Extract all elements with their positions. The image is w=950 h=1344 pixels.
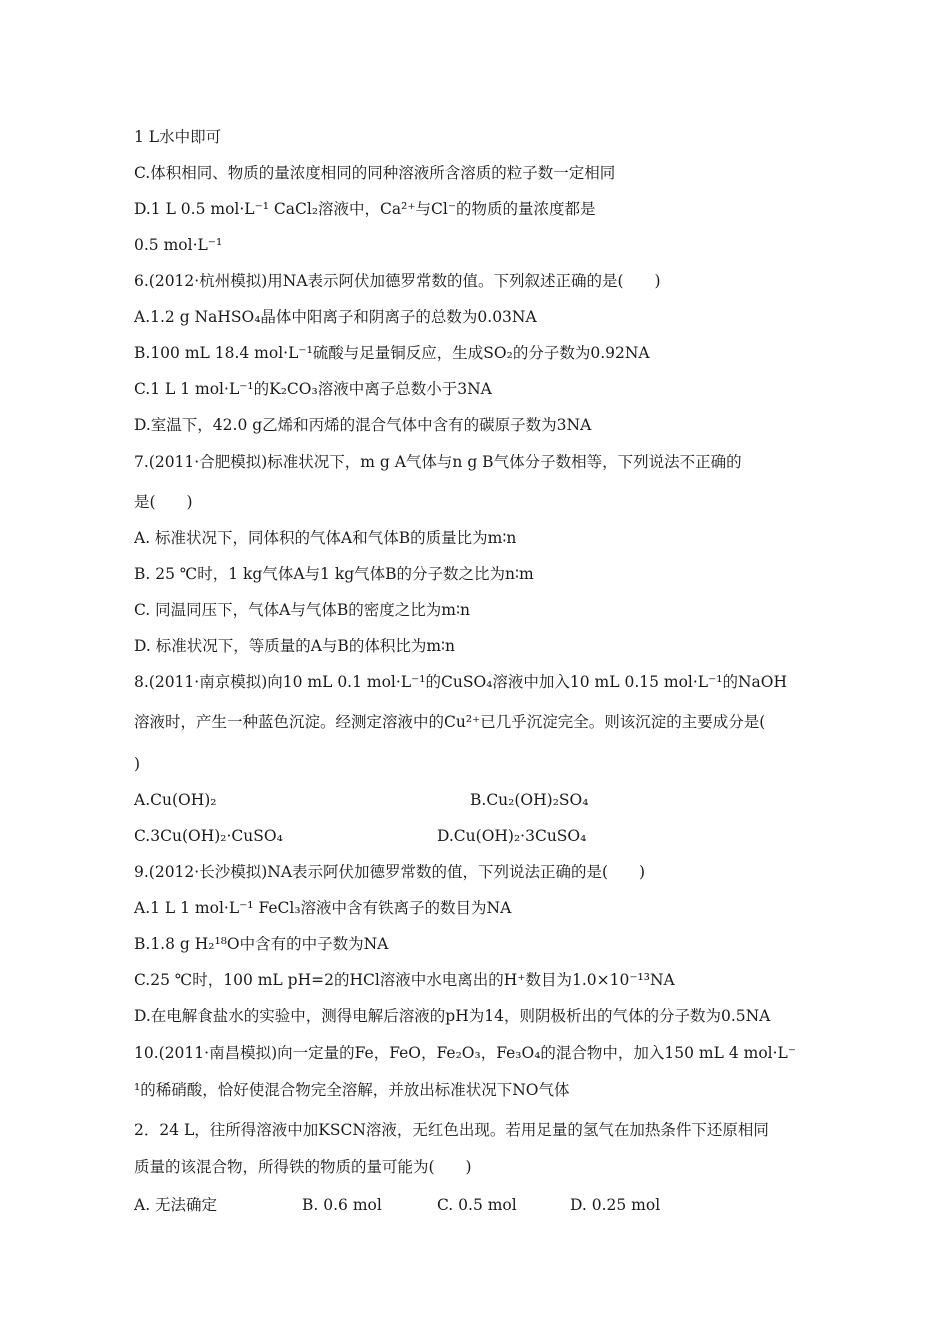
text-line: 1 L水中即可: [134, 128, 222, 146]
option-c-q9: C.25 ℃时，100 mL pH=2的HCl溶液中水电离出的H⁺数目为1.0×10⁻¹³NA: [134, 971, 675, 989]
question-10-stem-cont: 质量的该混合物，所得铁的物质的量可能为( ): [134, 1158, 472, 1176]
option-c-q8: C.3Cu(OH)₂·CuSO₄: [134, 827, 283, 845]
option-d-q9: D.在电解食盐水的实验中，测得电解后溶液的pH为14，则阴极析出的气体的分子数为0.5NA: [134, 1007, 771, 1025]
question-10-stem: 10.(2011·南昌模拟)向一定量的Fe，FeO，Fe₂O₃，Fe₃O₄的混合物中，加入150 mL 4 mol·L⁻: [134, 1044, 797, 1062]
question-7-stem: 7.(2011·合肥模拟)标准状况下，m g A气体与n g B气体分子数相等，下列说法不正确的: [134, 453, 742, 471]
option-a-q10: A. 无法确定: [134, 1196, 218, 1214]
question-10-stem-cont: 2．24 L，往所得溶液中加KSCN溶液，无红色出现。若用足量的氢气在加热条件下还原相同: [134, 1121, 769, 1139]
option-c-q5: C.体积相同、物质的量浓度相同的同种溶液所含溶质的粒子数一定相同: [134, 164, 616, 182]
option-b-q7: B. 25 ℃时，1 kg气体A与1 kg气体B的分子数之比为n∶m: [134, 565, 534, 583]
option-d-q10: D. 0.25 mol: [570, 1196, 661, 1214]
option-a-q7: A. 标准状况下，同体积的气体A和气体B的质量比为m∶n: [134, 529, 517, 547]
option-c-q6: C.1 L 1 mol·L⁻¹的K₂CO₃溶液中离子总数小于3NA: [134, 380, 492, 398]
option-c-q7: C. 同温同压下，气体A与气体B的密度之比为m∶n: [134, 601, 470, 619]
option-a-q9: A.1 L 1 mol·L⁻¹ FeCl₃溶液中含有铁离子的数目为NA: [134, 899, 512, 917]
option-a-q6: A.1.2 g NaHSO₄晶体中阳离子和阴离子的总数为0.03NA: [134, 308, 537, 326]
question-8-stem: 8.(2011·南京模拟)向10 mL 0.1 mol·L⁻¹的CuSO₄溶液中加入10 mL 0.15 mol·L⁻¹的NaOH: [134, 673, 788, 691]
option-d-q8: D.Cu(OH)₂·3CuSO₄: [437, 827, 587, 845]
option-b-q9: B.1.8 g H₂¹⁸O中含有的中子数为NA: [134, 935, 389, 953]
option-b-q8: B.Cu₂(OH)₂SO₄: [470, 791, 589, 809]
option-d-q5: D.1 L 0.5 mol·L⁻¹ CaCl₂溶液中，Ca²⁺与Cl⁻的物质的量浓度都是: [134, 200, 596, 218]
option-c-q10: C. 0.5 mol: [437, 1196, 517, 1214]
question-8-stem-cont: ): [134, 755, 141, 773]
question-7-stem-cont: 是( ): [134, 493, 193, 511]
question-9-stem: 9.(2012·长沙模拟)NA表示阿伏加德罗常数的值，下列说法正确的是( ): [134, 863, 646, 881]
option-a-q8: A.Cu(OH)₂: [134, 791, 217, 809]
question-6-stem: 6.(2012·杭州模拟)用NA表示阿伏加德罗常数的值。下列叙述正确的是( ): [134, 272, 661, 290]
option-b-q10: B. 0.6 mol: [302, 1196, 382, 1214]
text-line: 0.5 mol·L⁻¹: [134, 236, 223, 254]
option-b-q6: B.100 mL 18.4 mol·L⁻¹硫酸与足量铜反应，生成SO₂的分子数为0.92NA: [134, 344, 650, 362]
option-d-q7: D. 标准状况下，等质量的A与B的体积比为m∶n: [134, 637, 456, 655]
question-8-stem-cont: 溶液时，产生一种蓝色沉淀。经测定溶液中的Cu²⁺已几乎沉淀完全。则该沉淀的主要成分是(: [134, 713, 766, 731]
option-d-q6: D.室温下，42.0 g乙烯和丙烯的混合气体中含有的碳原子数为3NA: [134, 416, 592, 434]
question-10-stem-cont: ¹的稀硝酸，恰好使混合物完全溶解，并放出标准状况下NO气体: [134, 1081, 570, 1099]
